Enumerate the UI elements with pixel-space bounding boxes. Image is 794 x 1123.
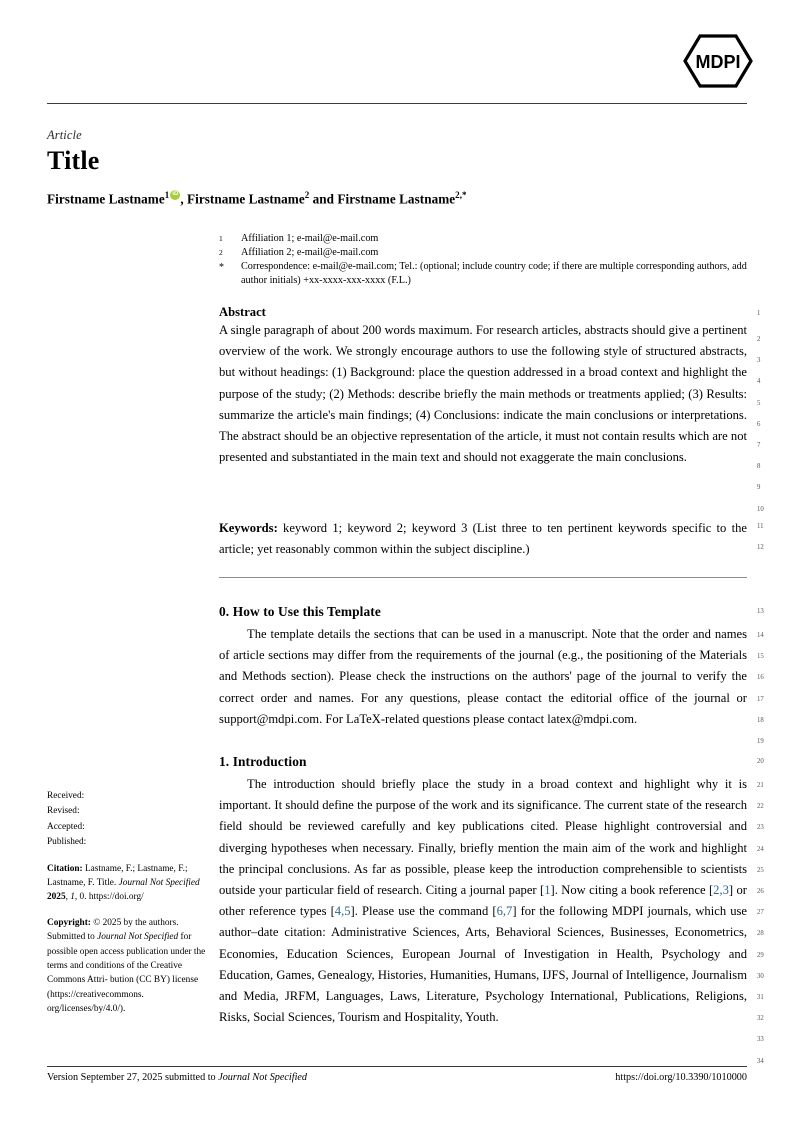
- line-number: 9: [757, 484, 761, 492]
- line-number: 22: [757, 803, 764, 811]
- line-number: 20: [757, 758, 764, 765]
- keywords-paragraph: [219, 518, 747, 560]
- section-paragraph: [219, 774, 747, 1028]
- article-type-label: Article: [47, 128, 82, 142]
- footer-version: [47, 1072, 307, 1083]
- line-number: 15: [757, 653, 764, 661]
- affiliation-row: [219, 260, 749, 287]
- line-number: 1: [757, 310, 761, 317]
- section-introduction: [219, 754, 747, 1028]
- footer-doi: https://doi.org/10.3390/1010000: [615, 1072, 747, 1083]
- copyright-journal: Journal Not Specified: [97, 932, 179, 943]
- abstract-block: [219, 305, 747, 468]
- line-number: 13: [757, 608, 764, 615]
- copyright-note: [47, 916, 207, 1017]
- citation-note-label: Citation:: [47, 863, 83, 874]
- citation-note-authors: Lastname, F.; Lastname, F.; Lastname, F. Title.: [47, 863, 188, 889]
- line-number: 23: [757, 824, 764, 832]
- affiliation-mark: 1: [219, 234, 223, 243]
- affiliation-mark: 2: [219, 248, 223, 258]
- footer-version-prefix: Version September 27, 2025 submitted to: [47, 1072, 219, 1083]
- copyright-text-part-1: © 2025 by the authors. Submitted to: [47, 917, 179, 943]
- line-number: 4: [757, 378, 761, 386]
- author-name-1: Firstname Lastname: [47, 191, 165, 207]
- footer-rule: [47, 1066, 747, 1067]
- line-number: 28: [757, 930, 764, 938]
- intro-text-part-3: ] or other reference types [: [219, 883, 747, 919]
- citation-note-journal: Journal Not Specified: [118, 878, 200, 889]
- header-rule: [47, 103, 747, 104]
- line-number: 10: [757, 505, 764, 513]
- line-number: 24: [757, 845, 764, 853]
- affiliation-row: [219, 232, 749, 246]
- line-number: 29: [757, 951, 764, 959]
- line-number: 18: [757, 716, 764, 724]
- intro-text-part-1: The introduction should briefly place the study in a broad context and highlight why it is important. It should define the purpose of the work and its significance. The current state of the research field should be reviewed carefully and key publications cited. Please highlight controversial and diverging hypotheses when necessary. Finally, briefly mention the main aim of the work and highlight the principal conclusions. As far as possible, please keep the introduction comprehensible to scientists outside your particular field of research. Citing a journal paper [: [219, 777, 747, 898]
- intro-text-part-4: ]. Please use the command [: [350, 904, 497, 919]
- affiliations-block: [219, 232, 749, 288]
- line-number: 11: [757, 523, 764, 530]
- section-how-to-use: [219, 604, 747, 730]
- section-heading: 1. Introduction: [219, 754, 307, 769]
- line-number: 30: [757, 972, 764, 980]
- author-affil-mark-3: 2,*: [455, 190, 467, 200]
- line-number: 3: [757, 357, 761, 365]
- margin-notes-block: [47, 789, 207, 1017]
- revised-label: Revised:: [47, 806, 80, 817]
- publication-dates: [47, 789, 207, 851]
- mdpi-hexagon-logo: [682, 33, 754, 89]
- line-number: 7: [757, 442, 761, 449]
- affiliation-text: Affiliation 2; e-mail@e-mail.com: [241, 247, 379, 259]
- line-number: 26: [757, 888, 764, 895]
- line-number: 14: [757, 632, 764, 639]
- line-number: 6: [757, 420, 761, 428]
- received-label: Received:: [47, 791, 85, 801]
- line-number: 19: [757, 738, 764, 745]
- author-affil-mark-2: 2: [304, 190, 310, 200]
- section-heading: 0. How to Use this Template: [219, 604, 381, 619]
- author-affil-mark-1: 1: [164, 190, 170, 200]
- line-number: 34: [757, 1057, 764, 1065]
- copyright-text-part-2: for possible open access publication under the terms and conditions of the Creative Commons Attri- bution (CC BY) license (https://creativecommons. org/licenses/by/4.0/).: [47, 932, 206, 1015]
- citation-link-1[interactable]: 1: [544, 883, 551, 898]
- keywords-label: Keywords:: [219, 521, 278, 535]
- abstract-heading: Abstract: [219, 305, 266, 319]
- line-number: 27: [757, 909, 764, 917]
- section-paragraph: The template details the sections that can be used in a manuscript. Note that the order and names of article sections may differ from the requirements of the journal (e.g., the positioning of the Materials and Methods section). Please check the instructions on the authors' page of the journal to verify the correct order and names. For any questions, please contact the editorial office of the journal or support@mdpi.com. For LaTeX-related questions please contact latex@mdpi.com.: [219, 627, 747, 726]
- line-number: 33: [757, 1036, 764, 1044]
- citation-link-2[interactable]: 2,3: [713, 883, 729, 898]
- orcid-id-icon[interactable]: [170, 190, 180, 200]
- citation-note-year: 2025: [47, 892, 66, 903]
- accepted-label: Accepted:: [47, 821, 85, 832]
- citation-note-volume: 1: [70, 892, 75, 903]
- line-number: 31: [757, 994, 764, 1001]
- citation-link-3[interactable]: 4,5: [334, 904, 351, 919]
- citation-link-4[interactable]: 6,7: [496, 904, 513, 919]
- line-number: 21: [757, 782, 764, 789]
- intro-text-part-5: ] for the following MDPI journals, which use author–date citation: Administrative Sciences, Arts, Behavioral Sciences, Businesses, Econometrics, Economies, Education Sciences, European Journal of Investigation in Health, Psychology and Education, Games, Genealogy, Histories, Humanities, Humans, IJFS, Journal of Intelligence, Journalism and Media, JRFM, Languages, Laws, Literature, Psychology International, Publications, Religions, Risks, Social Sciences, Tourism and Hospitality, Youth.: [219, 904, 747, 1025]
- line-number: 2: [757, 336, 761, 343]
- line-number: 12: [757, 544, 764, 552]
- author-name-3: and Firstname Lastname: [309, 191, 456, 207]
- correspondence-mark: *: [219, 262, 224, 274]
- correspondence-text: Correspondence: e-mail@e-mail.com; Tel.: (optional; include country code; if there are multiple corresponding authors, add author initials) +xx-xxxx-xxx-xxxx (F.L.): [241, 261, 747, 286]
- line-number: 25: [757, 866, 764, 874]
- line-number: 5: [757, 399, 761, 407]
- citation-note-rest: , 0. https://doi.org/: [74, 892, 144, 903]
- abstract-text: A single paragraph of about 200 words maximum. For research articles, abstracts should give a pertinent overview of the work. We strongly encourage authors to use the following style of structured abstracts, but without headings: (1) Background: place the question addressed in a broad context and highlight the purpose of the study; (2) Methods: describe briefly the main methods or treatments applied; (3) Results: summarize the article's main findings; (4) Conclusions: indicate the main conclusions or interpretations. The abstract should be an objective representation of the article, it must not contain results which are not presented and substantiated in the main text and should not exaggerate the main conclusions.: [219, 323, 747, 465]
- line-number: 16: [757, 674, 764, 682]
- keywords-block: [219, 518, 747, 560]
- footer-journal-name: Journal Not Specified: [218, 1072, 308, 1083]
- svg-text:MDPI: MDPI: [695, 52, 741, 72]
- keywords-text: keyword 1; keyword 2; keyword 3 (List three to ten pertinent keywords specific to the article; yet reasonably common within the subject discipline.): [219, 521, 747, 557]
- published-label: Published:: [47, 837, 87, 848]
- line-number: 17: [757, 695, 764, 703]
- affiliation-text: Affiliation 1; e-mail@e-mail.com: [241, 233, 379, 244]
- line-number: 32: [757, 1015, 764, 1023]
- intro-text-part-2: ]. Now citing a book reference [: [550, 883, 714, 898]
- author-name-2: , Firstname Lastname: [180, 191, 305, 207]
- page-title: Title: [47, 146, 100, 175]
- section-divider-rule: [219, 577, 747, 578]
- author-list: [47, 190, 467, 207]
- copyright-label: Copyright:: [47, 917, 91, 928]
- affiliation-row: [219, 246, 749, 260]
- line-number: 8: [757, 463, 761, 471]
- citation-note: Citation: Lastname, F.; Lastname, F.; Lastname, F. Title. Journal Not Specified 2025, 1, 0. https://doi.org/: [47, 863, 200, 903]
